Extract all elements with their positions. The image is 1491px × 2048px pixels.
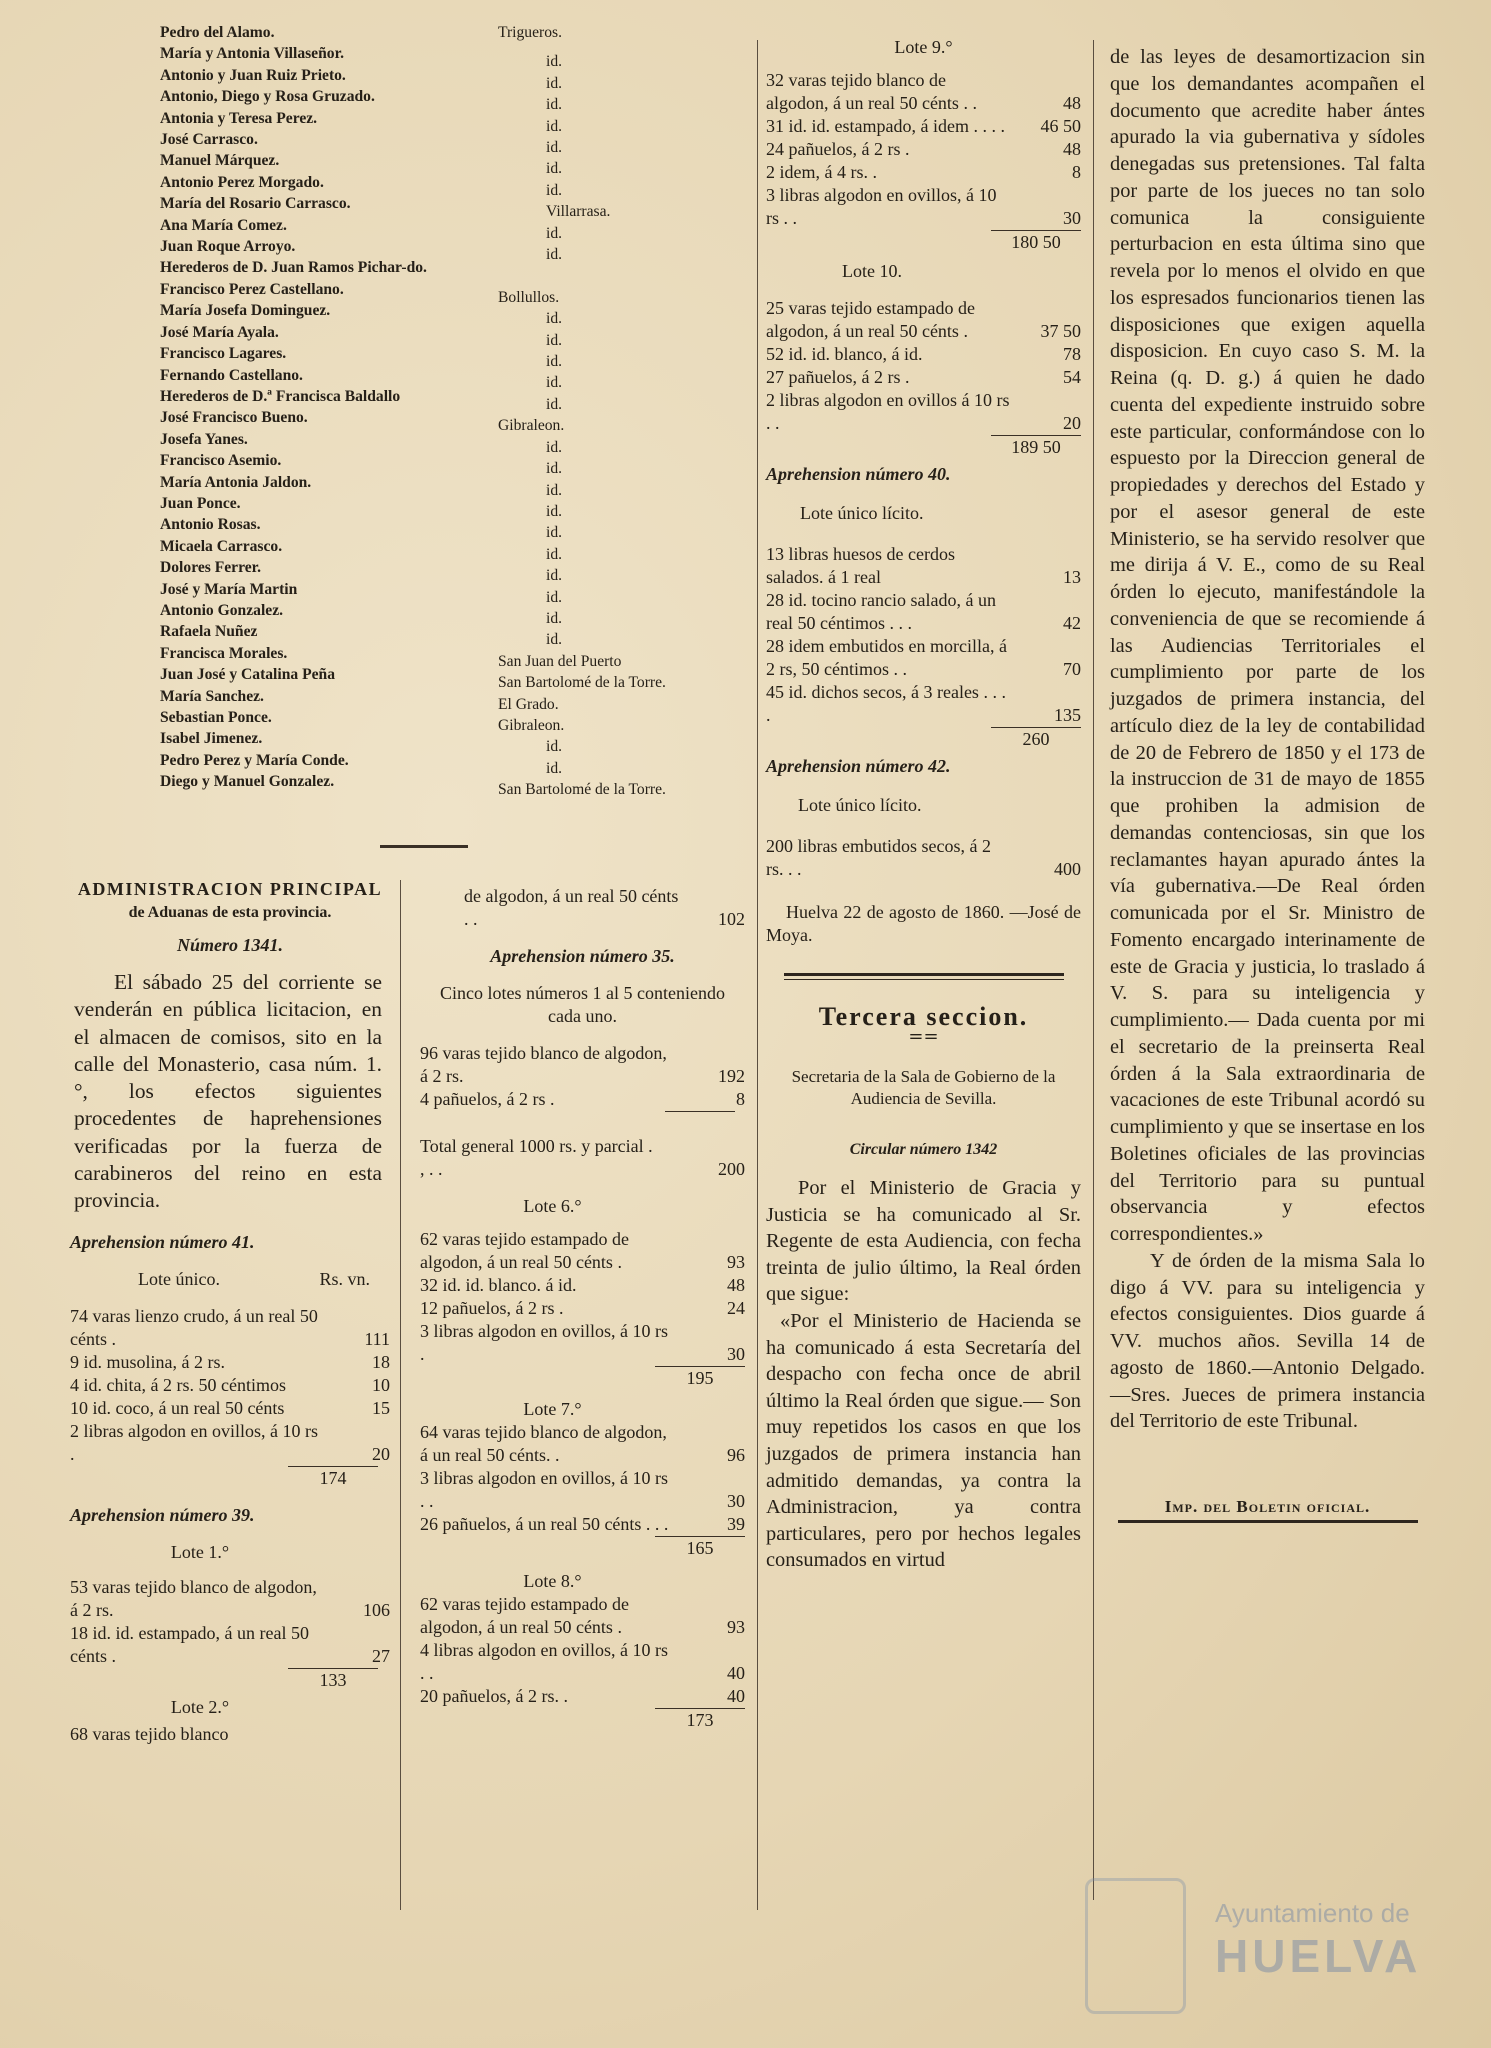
town-entry: id.	[546, 759, 563, 777]
item-description: 32 id. id. blanco. á id.	[420, 1275, 577, 1295]
item-description: 27 pañuelos, á 2 rs .	[766, 367, 910, 387]
name-entry: Ana María Comez.	[160, 216, 287, 234]
item-amount: 192	[718, 1066, 745, 1086]
lote-10: Lote 10.	[842, 261, 902, 281]
town-entry: Gibraleon.	[498, 716, 565, 734]
towns-list	[498, 24, 758, 801]
names-list	[160, 22, 520, 793]
aprehension-35: Aprehension número 35.	[490, 946, 675, 966]
column-rule-3	[1093, 40, 1094, 1900]
item-amount: 106	[363, 1599, 390, 1620]
item-row	[420, 1228, 745, 1274]
name-entry: Francisca Morales.	[160, 644, 288, 662]
item-description: 53 varas tejido blanco de algodon, á 2 rs.	[70, 1576, 317, 1620]
item-amount: 27	[372, 1645, 390, 1666]
item-description: 24 pañuelos, á 2 rs .	[766, 139, 910, 159]
name-entry: María Antonia Jaldon.	[160, 473, 312, 491]
name-entry: Juan José y Catalina Peña	[160, 666, 336, 684]
item-description: 4 id. chita, á 2 rs. 50 céntimos	[70, 1374, 286, 1395]
item-description: 52 id. id. blanco, á id.	[766, 344, 923, 364]
name-entry: María del Rosario Carrasco.	[160, 195, 351, 213]
name-entry: Herederos de D. Juan Ramos Pichar-do.	[160, 259, 427, 277]
column-2	[420, 885, 745, 1732]
item-row	[70, 1374, 390, 1397]
items-41	[70, 1305, 390, 1466]
town-entry: id.	[546, 53, 563, 71]
town-entry: id.	[546, 438, 563, 456]
item-description: 10 id. coco, á un real 50 cénts	[70, 1397, 285, 1418]
item-row	[766, 297, 1081, 343]
item-row	[766, 543, 1081, 589]
item-description: 31 id. id. estampado, á idem . . . .	[766, 116, 1005, 136]
item-row	[766, 389, 1081, 435]
item-amount: 400	[1054, 859, 1081, 879]
name-entry: José María Ayala.	[160, 323, 279, 341]
lote-6: Lote 6.°	[523, 1196, 582, 1216]
item-row	[420, 1421, 745, 1467]
item-amount: 135	[1054, 705, 1081, 725]
item-description: 64 varas tejido blanco de algodon, á un real 50 cénts. .	[420, 1422, 667, 1465]
item-row	[766, 589, 1081, 635]
name-entry: Juan Roque Arroyo.	[160, 238, 296, 256]
item-row	[766, 635, 1081, 681]
watermark	[1215, 1898, 1421, 1983]
item-description: 18 id. id. estampado, á un real 50 cénts .	[70, 1622, 309, 1666]
item-row	[420, 1685, 745, 1708]
items-35	[420, 1042, 745, 1111]
item-amount: 93	[727, 1252, 745, 1272]
items-42	[766, 835, 1081, 881]
item-row	[70, 1420, 390, 1466]
name-entry: Pedro Perez y María Conde.	[160, 751, 349, 769]
item-row	[766, 69, 1081, 115]
item-row	[766, 343, 1081, 366]
item-amount: 39	[727, 1514, 745, 1534]
ayuntamiento-crest-watermark	[1085, 1878, 1186, 2014]
item-amount: 20	[1063, 413, 1081, 433]
item-row	[766, 138, 1081, 161]
total-general-amount: 200	[718, 1159, 745, 1179]
total-lote-10: 189 50	[991, 435, 1081, 459]
aprehension-41: Aprehension número 41.	[70, 1231, 255, 1252]
name-entry: Diego y Manuel Gonzalez.	[160, 773, 335, 791]
town-entry: San Bartolomé de la Torre.	[498, 781, 666, 799]
name-entry: Micaela Carrasco.	[160, 537, 283, 555]
lote-2-continued: de algodon, á un real 50 cénts . .	[464, 886, 679, 929]
item-amount: 30	[727, 1344, 745, 1364]
item-description: 13 libras huesos de cerdos salados. á 1 real	[766, 544, 955, 587]
cinco-lotes: Cinco lotes números 1 al 5 conteniendo cada uno.	[440, 983, 725, 1026]
items-lote-10	[766, 297, 1081, 435]
watermark-line-2: HUELVA	[1215, 1930, 1422, 1982]
item-amount: 48	[727, 1275, 745, 1295]
town-entry: id.	[546, 224, 563, 242]
item-amount: 46 50	[1040, 116, 1081, 136]
item-row	[420, 1088, 745, 1111]
item-amount: 37 50	[1040, 321, 1081, 341]
item-description: 2 libras algodon en ovillos á 10 rs . .	[766, 390, 1010, 433]
name-entry: Fernando Castellano.	[160, 366, 303, 384]
town-entry: id.	[546, 117, 563, 135]
town-entry: id.	[546, 139, 563, 157]
item-amount: 13	[1063, 567, 1081, 587]
item-amount: 10	[372, 1374, 390, 1395]
column-rule-1	[400, 880, 401, 1910]
total-lote-8: 173	[655, 1708, 745, 1732]
column-1	[70, 878, 390, 1746]
column-rule-2	[757, 40, 758, 1910]
item-row	[420, 1297, 745, 1320]
item-description: 74 varas lienzo crudo, á un real 50 cénts .	[70, 1305, 318, 1349]
lote-licito-42: Lote único lícito.	[798, 795, 922, 815]
item-row	[420, 1639, 745, 1685]
name-entry: María y Antonia Villaseñor.	[160, 45, 344, 63]
item-row	[420, 1513, 745, 1536]
item-amount: 40	[727, 1686, 745, 1706]
lote-2: Lote 2.°	[170, 1696, 230, 1717]
item-row	[420, 1593, 745, 1639]
town-entry: id.	[546, 545, 563, 563]
item-description: 45 id. dichos secos, á 3 reales . . . .	[766, 682, 1006, 725]
column-4	[1110, 44, 1425, 1523]
aprehension-40: Aprehension número 40.	[766, 464, 951, 484]
item-description: 3 libras algodon en ovillos, á 10 rs . .	[420, 1468, 668, 1511]
item-row	[766, 161, 1081, 184]
item-description: 3 libras algodon en ovillos, á 10 rs .	[420, 1321, 668, 1364]
town-entry: id.	[546, 502, 563, 520]
town-entry: id.	[546, 310, 563, 328]
total-lote-1: 133	[288, 1668, 378, 1692]
item-description: 32 varas tejido blanco de algodon, á un real 50 cénts . .	[766, 70, 977, 113]
item-row	[420, 1467, 745, 1513]
town-entry: id.	[546, 567, 563, 585]
aprehension-42: Aprehension número 42.	[766, 756, 951, 776]
name-entry: José y María Martin	[160, 580, 298, 598]
town-entry: id.	[546, 353, 563, 371]
name-entry: Antonio y Juan Ruiz Prieto.	[160, 66, 346, 84]
lote-2-amount: 102	[718, 909, 745, 929]
item-row	[420, 1042, 745, 1088]
town-entry: id.	[546, 374, 563, 392]
total-40: 260	[991, 727, 1081, 751]
item-description: 9 id. musolina, á 2 rs.	[70, 1351, 225, 1372]
name-entry: Francisco Lagares.	[160, 345, 287, 363]
total-lote-9: 180 50	[991, 230, 1081, 254]
items-lote-8	[420, 1593, 745, 1708]
town-entry: id.	[546, 631, 563, 649]
admin-subtitle: de Aduanas de esta provincia.	[128, 904, 332, 921]
admin-title: ADMINISTRACION PRINCIPAL	[77, 879, 383, 899]
watermark-line-1: Ayuntamiento de	[1215, 1898, 1410, 1928]
circular-text-2: «Por el Ministerio de Hacienda se ha comunicado á esta Secretaría del despacho con fecha once de abril último la Real órden que sigue.— Son muy repetidos los casos en que los juzgados de primera instancia han admitido demandas, ya contra la Administracion, ya contra particulares, pero por hechos legales consumados en virtud	[766, 1309, 1081, 1572]
name-entry: Antonio Gonzalez.	[160, 601, 284, 619]
item-amount: 8	[736, 1089, 745, 1109]
lote-7: Lote 7.°	[523, 1399, 582, 1419]
column-4-text: de las leyes de desamortizacion sin que los demandantes acompañen el documento que acredite haber ántes apurado la via gubernativa y sídoles denegadas sus pretensiones. Tal falta por parte de los jueces no tan solo comunica la consiguiente perturbacion en esta última sino que revela por lo menos el olvido en que los espresados funcionarios tienen las disposiciones que exigen aquella disposicion. En cuyo caso S. M. la Reina (q. D. g.) á quien he dado cuenta del expediente instruido sobre este particular, conformándose con lo espuesto por la Direccion general de propiedades y derechos del Estado y por el asesor general de este Ministerio, se ha servido resolver que me dirija á V. E., como de su Real órden lo ejecuto, manifestándole la conveniencia de que se recomiende á las Audiencias Territoriales el cumplimiento por parte de los juzgados de primera instancia, del artículo diez de la ley de contabilidad de 20 de Febrero de 1850 y el 173 de la instruccion de 31 de mayo de 1855 que prohiben la admision de demandas contenciosas, sin que los reclamantes hayan apurado ántes la vía gubernativa.—De Real órden comunicada por el Sr. Ministro de Fomento encargado interinamente de este de Gracia y justicia, lo traslado á V. S. para su inteligencia y cumplimiento.— Dada cuenta por mi el secretario de la preinserta Real órden á la Sala extraordinaria de vacaciones de este Tribunal acordó su cumplimiento y que se insertase en los Boletines oficiales de las provincias del Territorio para su puntual observancia y efectos correspondientes.»	[1110, 46, 1425, 1245]
item-description: 2 idem, á 4 rs. .	[766, 162, 877, 182]
tercera-seccion: Tercera seccion.	[818, 1002, 1029, 1031]
name-entry: Dolores Ferrer.	[160, 559, 262, 577]
secretaria: Secretaria de la Sala de Gobierno de la Audiencia de Sevilla.	[791, 1067, 1056, 1108]
item-row	[766, 115, 1081, 138]
name-entry: Antonio, Diego y Rosa Gruzado.	[160, 88, 375, 106]
item-row	[70, 1397, 390, 1420]
item-amount: 20	[372, 1443, 390, 1464]
item-amount: 15	[372, 1397, 390, 1418]
aprehension-39: Aprehension número 39.	[70, 1504, 255, 1525]
item-amount: 54	[1063, 367, 1081, 387]
item-description: 4 libras algodon en ovillos, á 10 rs . .	[420, 1640, 668, 1683]
item-description: 96 varas tejido blanco de algodon, á 2 rs.	[420, 1043, 667, 1086]
name-entry: Francisco Asemio.	[160, 452, 282, 470]
name-entry: Antonio Rosas.	[160, 516, 261, 534]
item-amount: 48	[1063, 139, 1081, 159]
town-entry: id.	[546, 96, 563, 114]
item-description: 200 libras embutidos secos, á 2 rs. . .	[766, 836, 991, 879]
items-lote-7	[420, 1421, 745, 1536]
item-description: 20 pañuelos, á 2 rs. .	[420, 1686, 568, 1706]
item-row	[420, 1274, 745, 1297]
item-row	[766, 366, 1081, 389]
town-entry: id.	[546, 74, 563, 92]
town-entry: Bollullos.	[498, 288, 560, 306]
item-amount: 78	[1063, 344, 1081, 364]
item-description: 28 idem embutidos en morcilla, á 2 rs, 50 céntimos . .	[766, 636, 1007, 679]
item-amount: 48	[1063, 93, 1081, 113]
total-41: 174	[288, 1466, 378, 1490]
item-description: 25 varas tejido estampado de algodon, á un real 50 cénts .	[766, 298, 975, 341]
item-row	[766, 681, 1081, 727]
item-amount: 8	[1072, 162, 1081, 182]
circular-text: Por el Ministerio de Gracia y Justicia se ha comunicado al Sr. Regente de esta Audiencia, con fecha treinta de julio último, la Real órden que sigue:	[766, 1177, 1081, 1306]
town-entry: id.	[546, 481, 563, 499]
admin-text: El sábado 25 del corriente se venderán en pública licitacion, en el almacen de comisos, sito en la calle del Monasterio, casa núm. 1. °, los efectos siguientes procedentes de haprehensiones verificadas por la fuerza de carabineros del reino en esta provincia.	[74, 970, 382, 1213]
name-entry: Sebastian Ponce.	[160, 709, 272, 726]
item-amount: 18	[372, 1351, 390, 1372]
circular-numero: Circular número 1342	[849, 1141, 998, 1158]
town-entry: id.	[546, 524, 563, 542]
items-lote-6	[420, 1228, 745, 1366]
item-amount: 24	[727, 1298, 745, 1318]
name-entry: Herederos de D.ª Francisca Baldallo	[160, 387, 401, 405]
town-entry: id.	[546, 738, 563, 756]
item-row	[70, 1305, 390, 1351]
admin-numero: Número 1341.	[176, 935, 283, 955]
item-amount: 111	[364, 1328, 390, 1349]
name-entry: María Sanchez.	[160, 687, 264, 705]
item-description: 2 libras algodon en ovillos, á 10 rs .	[70, 1420, 318, 1464]
town-entry: Gibraleon.	[498, 417, 565, 435]
item-row	[420, 1320, 745, 1366]
total-general: Total general 1000 rs. y parcial . , . .	[420, 1136, 653, 1179]
items-lote-1	[70, 1576, 390, 1668]
total-lote-7: 165	[655, 1536, 745, 1560]
name-entry: José Carrasco.	[160, 131, 258, 149]
lote-8: Lote 8.°	[523, 1571, 582, 1591]
items-40	[766, 543, 1081, 727]
item-amount: 96	[727, 1445, 745, 1465]
name-entry: Isabel Jimenez.	[160, 730, 263, 748]
imprenta: Imp. del Boletin oficial.	[1164, 1497, 1371, 1516]
town-entry: id.	[546, 246, 563, 264]
item-row	[70, 1622, 390, 1668]
items-lote-9	[766, 69, 1081, 230]
name-entry: Antonio Perez Morgado.	[160, 173, 324, 191]
item-description: 4 pañuelos, á 2 rs .	[420, 1089, 555, 1109]
item-row	[70, 1576, 390, 1622]
column-3: Lote 9.° 32 varas tejido blanco de algodon, á un real 50 cénts . . 48 31 id. id. estampado, á idem . . . . 46 50 24 pañuelos, á 2 rs . 48 2 idem, á 4 rs. . 8 3 libras algodon en ovillos, á 10 rs . . 30 180 50 Lote 10. 25 varas tejido estampado de algodon, á un real 50 cénts . 37 50 52 id. id. blanco, á id. 78 27 pañuelos, á 2 rs . 54 2 libras algodon en ovillos á 10 rs . . 20 189 50 Aprehension número 40. Lote único lícito. 13 libras huesos de cerdos salados. á 1 real 13 28 id. tocino rancio salado, á un real 50 céntimos . . . 42 28 idem embutidos en morcilla, á 2 rs, 50 céntimos . . 70 45 id. dichos secos, á 3 reales . . . . 135 260 Aprehension número 42. Lote único lícito. 200 libras embutidos secos, á 2 rs. . . 400 Huelva 22 de agosto de 1860. —José de Moya. Tercera seccion. == Secretaria de la Sala de Gobierno de la Audiencia de Sevilla. Circular número 1342 Por el Ministerio de Gracia y Justicia se ha comunicado al Sr. Regente de esta Audiencia, con fecha treinta de julio último, la Real órden que sigue: «Por el Ministerio de Hacienda se ha comunicado á esta Secretaría del despacho con fecha once de abril último la Real órden que sigue.— Son muy repetidos los casos en que los juzgados de primera instancia han admitido demandas, ya contra la Administracion, ya contra particulares, pero por hechos legales consumados en virtud	[766, 36, 1081, 1574]
town-entry: id.	[546, 609, 563, 627]
town-entry: San Bartolomé de la Torre.	[498, 674, 666, 692]
town-entry: Trigueros.	[498, 24, 562, 41]
town-entry: id.	[546, 588, 563, 606]
name-entry: Pedro del Alamo.	[160, 24, 275, 41]
town-entry: San Juan del Puerto	[498, 652, 622, 670]
firma: Huelva 22 de agosto de 1860. —José de Moya.	[766, 902, 1081, 945]
lote-licito-40: Lote único lícito.	[800, 503, 924, 523]
item-description: 62 varas tejido estampado de algodon, á un real 50 cénts .	[420, 1229, 629, 1272]
town-entry: id.	[546, 160, 563, 178]
town-entry	[498, 265, 758, 286]
item-description: 3 libras algodon en ovillos, á 10 rs . .	[766, 185, 997, 228]
town-entry: id.	[546, 331, 563, 349]
item-description: 62 varas tejido estampado de algodon, á un real 50 cénts .	[420, 1594, 629, 1637]
town-entry: El Grado.	[498, 695, 559, 713]
item-description: 12 pañuelos, á 2 rs .	[420, 1298, 564, 1318]
item-amount: 70	[1063, 659, 1081, 679]
lote-unico-41: Lote único.	[138, 1268, 220, 1289]
lote-9: Lote 9.°	[894, 37, 953, 57]
item-description: 28 id. tocino rancio salado, á un real 50 céntimos . . .	[766, 590, 996, 633]
item-row	[766, 184, 1081, 230]
name-entry: María Josefa Dominguez.	[160, 302, 331, 320]
town-entry: id.	[546, 181, 563, 199]
column-4-text-2: Y de órden de la misma Sala lo digo á VV. para su inteligencia y efectos consiguientes. Dios guarde á VV. muchos años. Sevilla 14 de agosto de 1860.—Antonio Delgado.—Sres. Jueces de primera instancia del Territorio de este Tribunal.	[1110, 1249, 1425, 1433]
item-amount: 40	[727, 1663, 745, 1683]
town-entry: Villarrasa.	[546, 203, 611, 221]
item-amount: 30	[727, 1491, 745, 1511]
item-row	[766, 835, 1081, 881]
item-row	[70, 1351, 390, 1374]
item-amount: 42	[1063, 613, 1081, 633]
rs-vn-header: Rs. vn.	[319, 1268, 370, 1289]
name-entry: Josefa Yanes.	[160, 430, 248, 448]
item-amount: 93	[727, 1617, 745, 1637]
item-description: 26 pañuelos, á un real 50 cénts . . .	[420, 1514, 669, 1534]
lote-1: Lote 1.°	[170, 1541, 230, 1562]
total-lote-6: 195	[655, 1366, 745, 1390]
lote-2-start: 68 varas tejido blanco	[70, 1723, 229, 1744]
divider-top-list	[380, 845, 468, 848]
item-amount: 30	[1063, 208, 1081, 228]
town-entry: id.	[546, 395, 563, 413]
name-entry: Juan Ponce.	[160, 494, 241, 512]
name-entry: José Francisco Bueno.	[160, 409, 308, 427]
name-entry: Antonia y Teresa Perez.	[160, 109, 318, 127]
town-entry: id.	[546, 460, 563, 478]
name-entry: Francisco Perez Castellano.	[160, 280, 344, 298]
name-entry: Rafaela Nuñez	[160, 623, 258, 641]
name-entry: Manuel Márquez.	[160, 152, 280, 170]
